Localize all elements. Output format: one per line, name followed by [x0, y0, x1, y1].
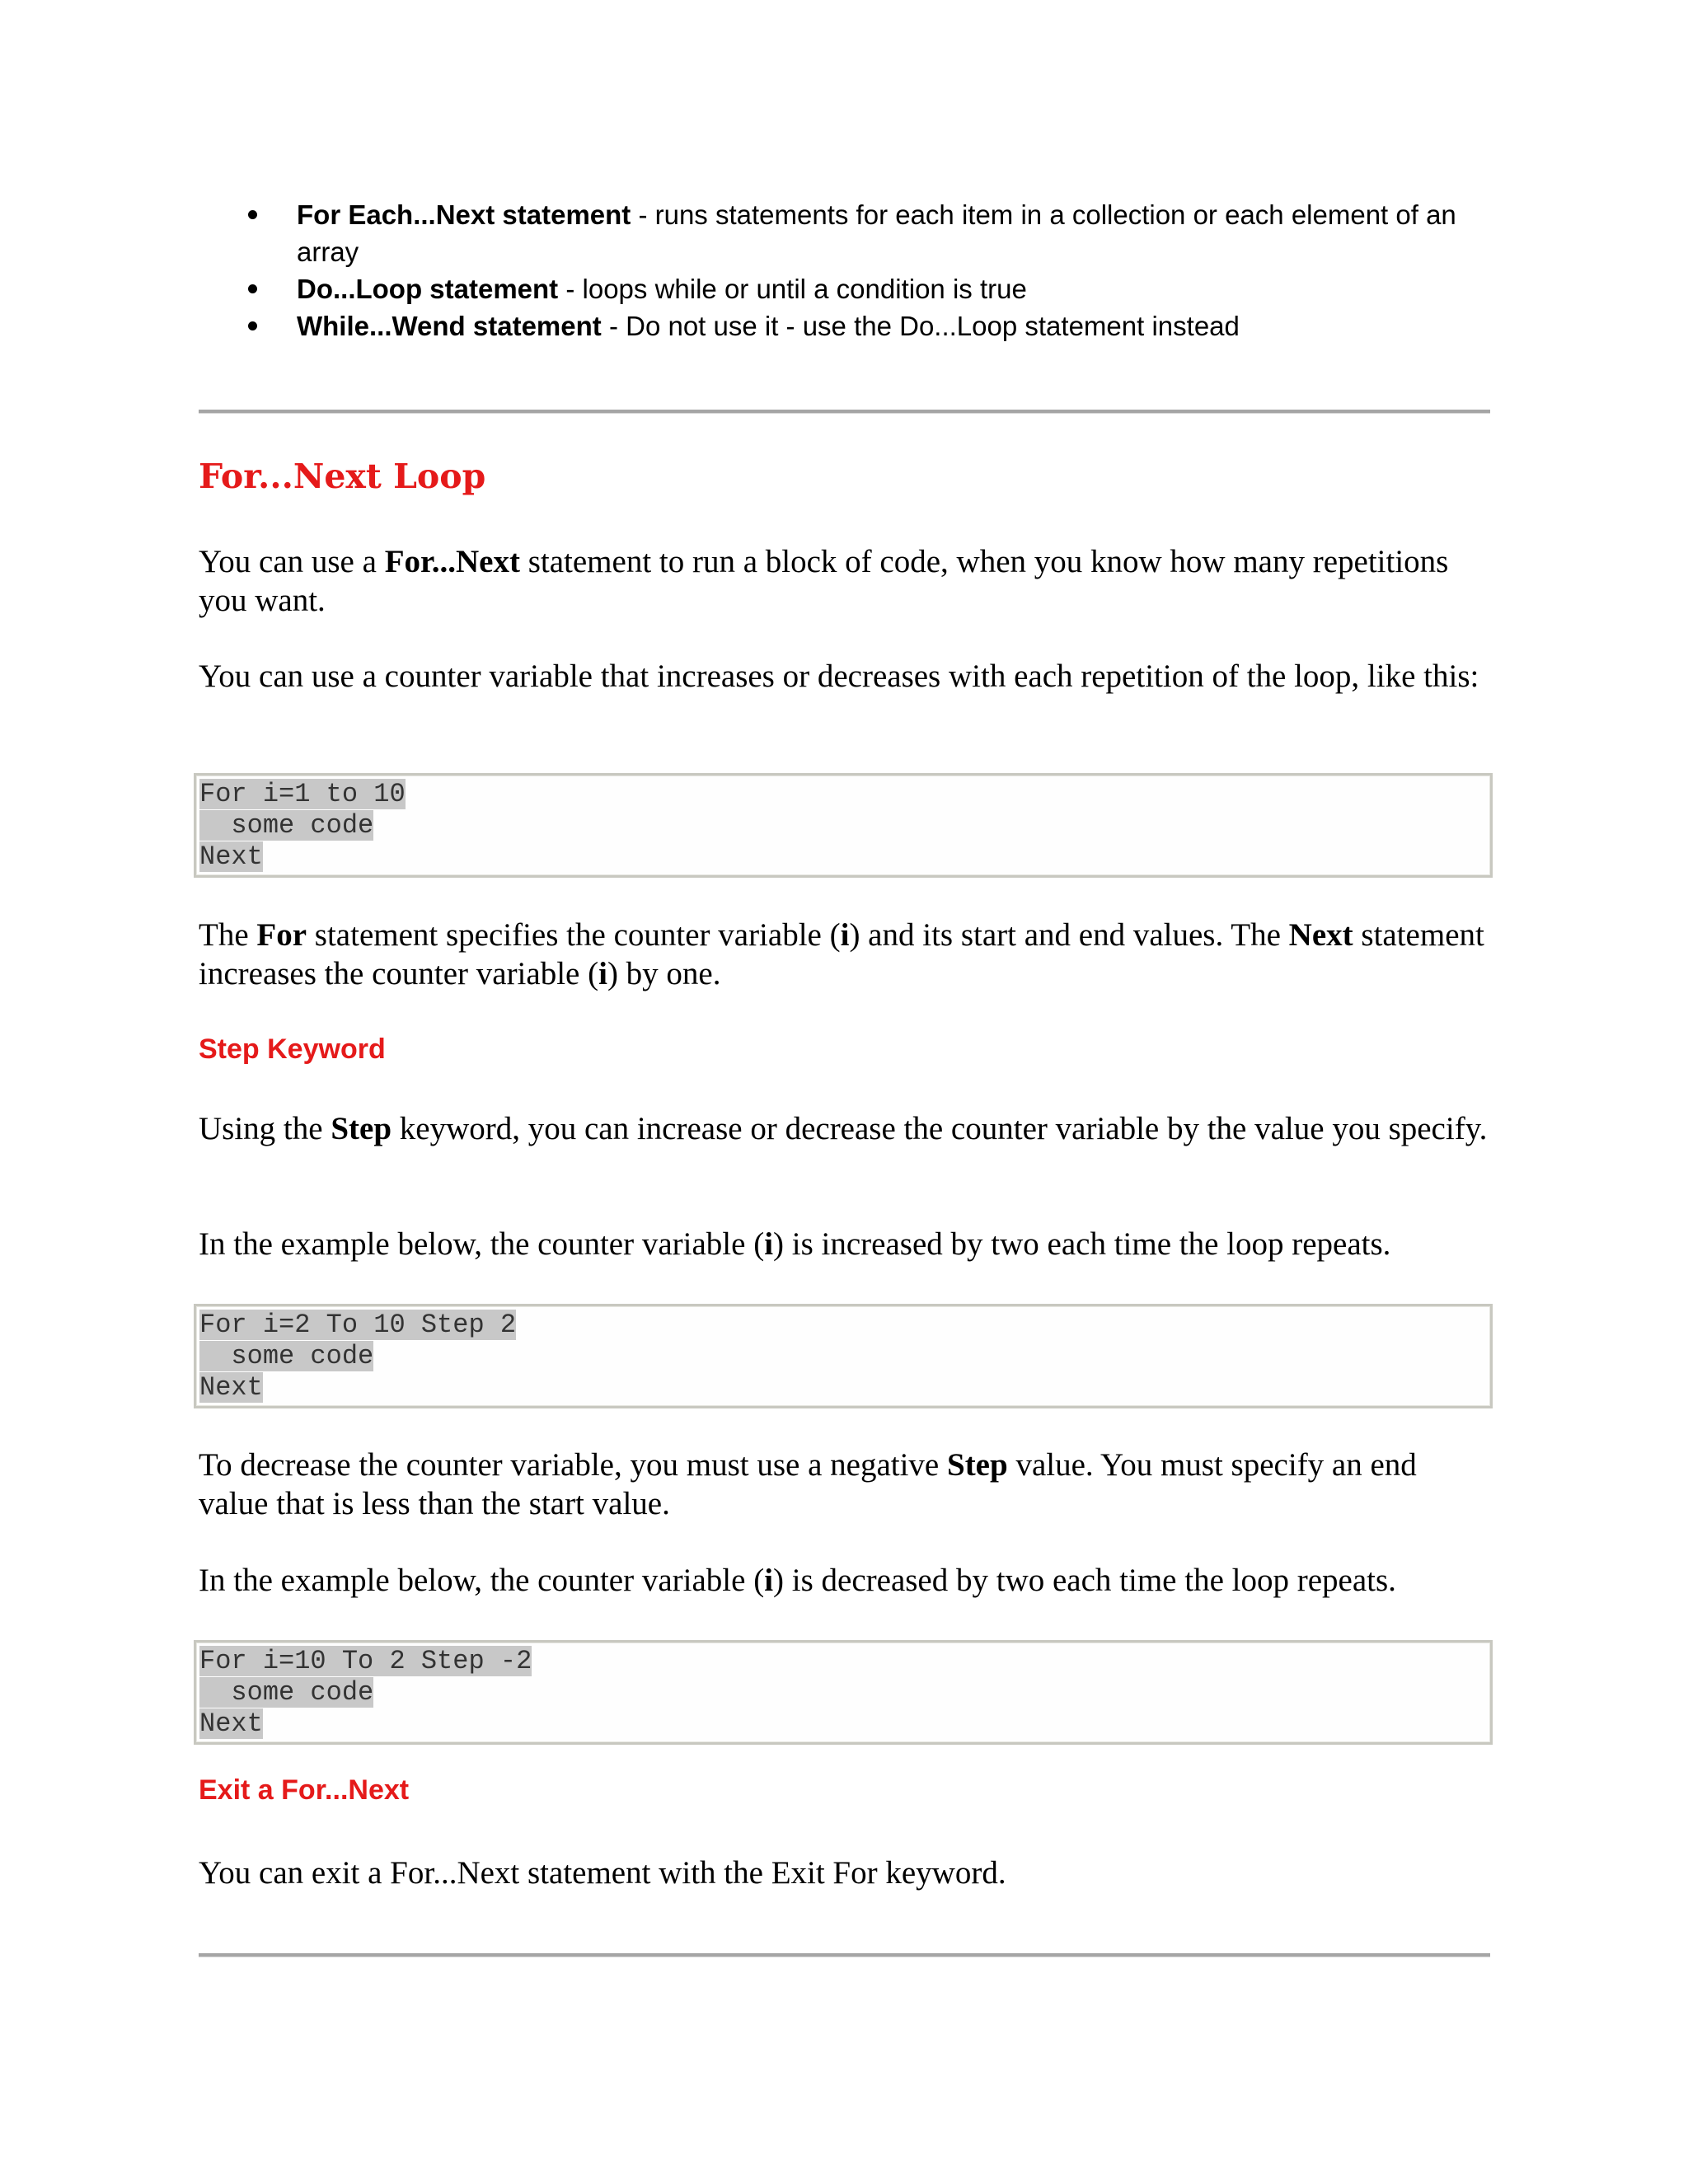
code-block: [194, 773, 1493, 878]
list-item-term: For Each...Next statement: [297, 199, 631, 230]
subsection-heading: Step Keyword: [199, 1033, 386, 1065]
paragraph: The For statement specifies the counter variable (i) and its start and end values. The Next statement increases the counter variable (i) by one.: [199, 917, 1484, 991]
code-line: Next: [199, 1372, 263, 1403]
paragraph: To decrease the counter variable, you must use a negative Step value. You must specify an end value that is less than the start value.: [199, 1447, 1417, 1521]
horizontal-rule: [199, 1953, 1490, 1957]
section-heading: For...Next Loop: [199, 457, 486, 496]
paragraph: In the example below, the counter variable (i) is decreased by two each time the loop repeats.: [199, 1563, 1396, 1598]
loop-statements-list: [297, 196, 1492, 344]
list-item: [297, 270, 1492, 307]
code-block: [194, 1640, 1493, 1745]
paragraph: You can exit a For...Next statement with the Exit For keyword.: [199, 1855, 1006, 1891]
bullet-icon: [248, 321, 257, 330]
code-line: For i=10 To 2 Step -2: [199, 1646, 532, 1676]
paragraph: Using the Step keyword, you can increase or decrease the counter variable by the value you specify.: [199, 1111, 1488, 1146]
code-line: For i=2 To 10 Step 2: [199, 1310, 517, 1340]
bullet-icon: [248, 284, 257, 293]
list-item: [297, 307, 1492, 344]
list-item-description: - loops while or until a condition is true: [558, 274, 1027, 304]
bullet-icon: [248, 210, 257, 219]
code-line: Next: [199, 1708, 263, 1739]
paragraph: In the example below, the counter variable (i) is increased by two each time the loop repeats.: [199, 1226, 1391, 1262]
code-line: Next: [199, 841, 263, 872]
paragraph: You can use a counter variable that increases or decreases with each repetition of the loop, like this:: [199, 658, 1479, 694]
list-item: [297, 196, 1492, 270]
code-line: some code: [199, 1677, 374, 1708]
list-item-description: - Do not use it - use the Do...Loop statement instead: [601, 311, 1240, 341]
list-item-term: Do...Loop statement: [297, 274, 559, 304]
code-line: some code: [199, 1341, 374, 1371]
list-item-term: While...Wend statement: [297, 311, 602, 341]
code-line: For i=1 to 10: [199, 779, 406, 809]
code-block: [194, 1304, 1493, 1408]
list-item-description: - runs statements for each item in a collection or each element of an array: [297, 199, 1456, 267]
subsection-heading: Exit a For...Next: [199, 1774, 410, 1806]
horizontal-rule: [199, 410, 1490, 414]
code-line: some code: [199, 810, 374, 841]
paragraph: You can use a For...Next statement to run a block of code, when you know how many repetitions you want.: [199, 544, 1449, 618]
